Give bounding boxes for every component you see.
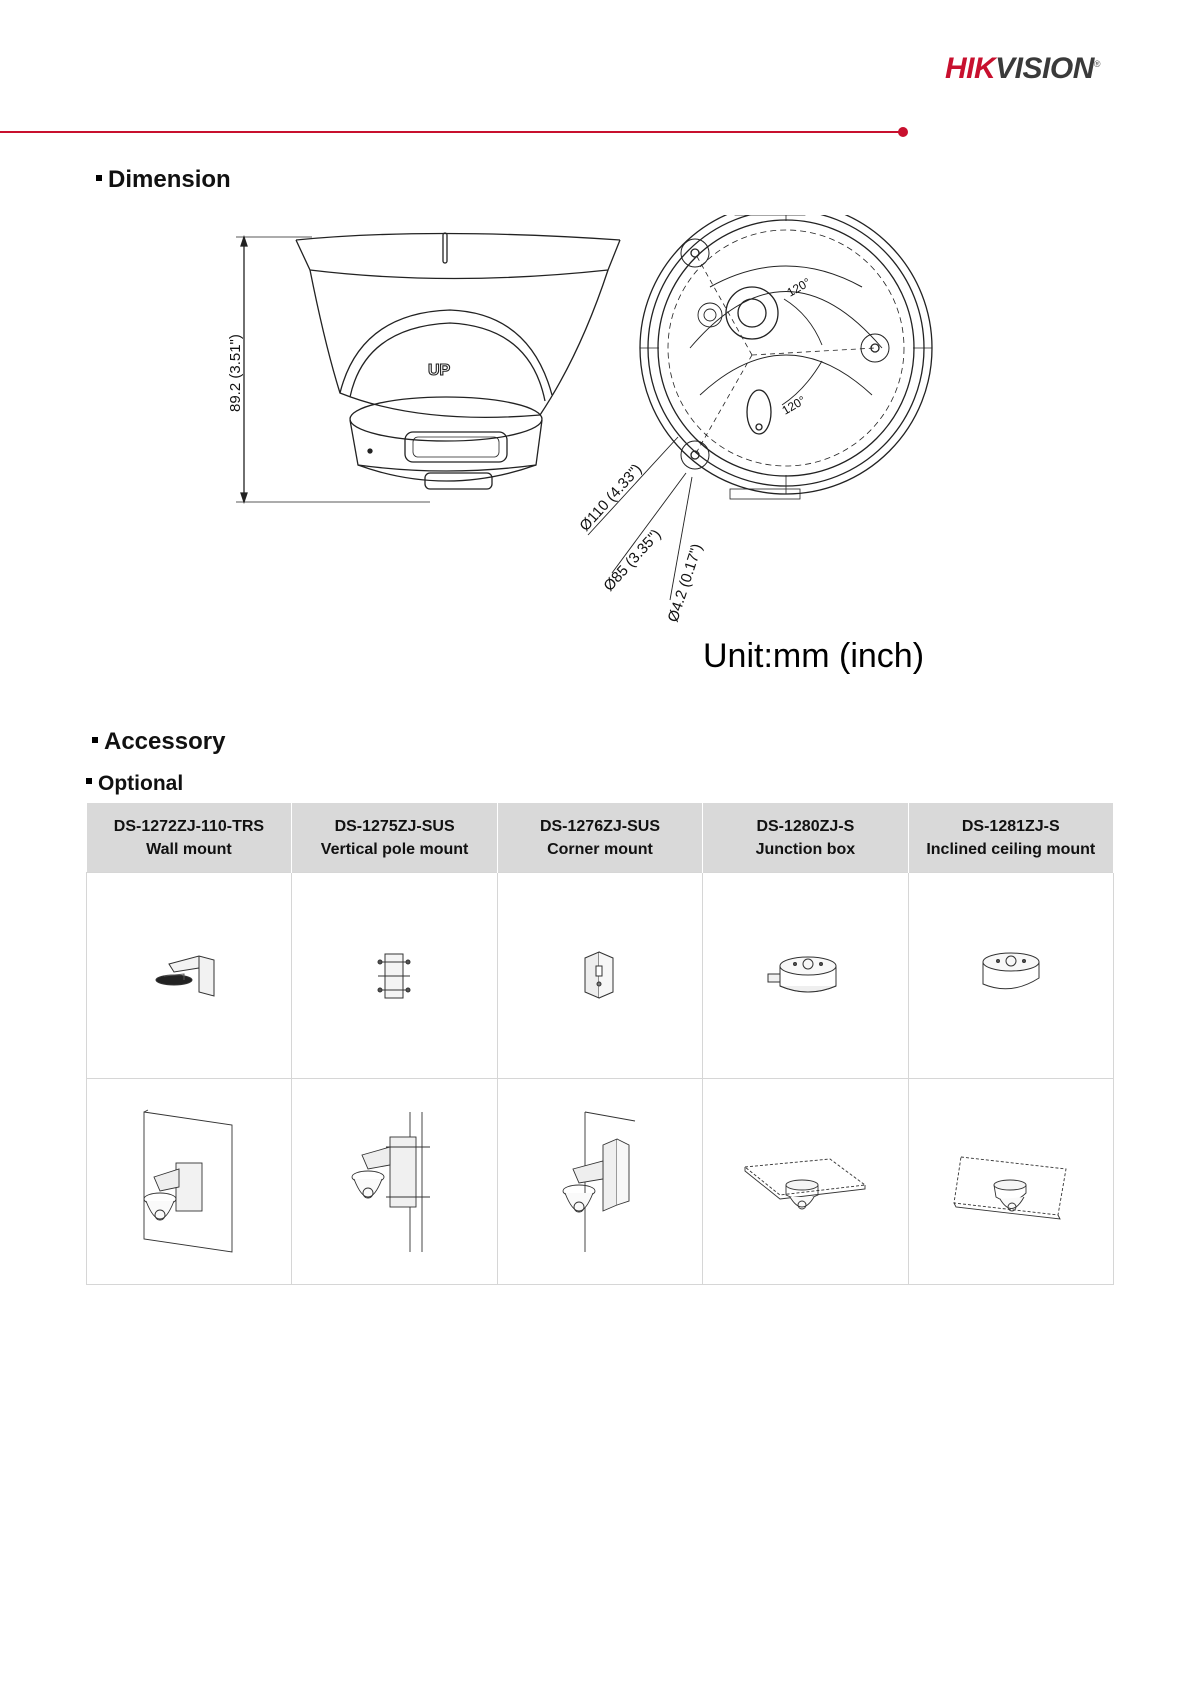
accessory-install-cell <box>292 1079 497 1285</box>
outer-circle <box>640 215 932 494</box>
dimension-drawing <box>200 215 980 685</box>
pole-mount-icon <box>370 946 420 1006</box>
accessory-header-cell <box>497 803 702 873</box>
header-divider <box>0 131 903 133</box>
accessory-image-cell <box>87 873 292 1079</box>
height-label: 89.2 (3.51") <box>227 334 244 412</box>
accessory-name: Vertical pole mount <box>320 840 469 858</box>
accessory-model: DS-1276ZJ-SUS <box>539 817 660 835</box>
accessory-name: Inclined ceiling mount <box>926 840 1096 858</box>
accessory-model: DS-1272ZJ-110-TRS <box>113 817 265 835</box>
junction-box-installation-icon <box>740 1107 870 1257</box>
accessory-heading <box>92 728 225 756</box>
wall-mount-icon <box>144 946 234 1006</box>
corner-mount-installation-icon <box>545 1107 655 1257</box>
accessory-install-cell <box>87 1079 292 1285</box>
accessory-header-cell <box>703 803 908 873</box>
accessory-header-cell <box>87 803 292 873</box>
logo-vision: VISION <box>995 52 1094 85</box>
angle-label-top: 120° <box>784 275 814 300</box>
accessory-installation-row <box>87 1079 1114 1285</box>
wall-mount-installation-icon <box>134 1107 244 1257</box>
accessory-install-cell <box>703 1079 908 1285</box>
logo-registered-mark: ® <box>1093 59 1101 69</box>
accessory-model: DS-1275ZJ-SUS <box>334 817 455 835</box>
accessory-image-cell <box>908 873 1113 1079</box>
accessory-header-row <box>87 803 1114 873</box>
header-divider-dot <box>898 127 908 137</box>
inclined-ceiling-mount-installation-icon <box>946 1107 1076 1257</box>
accessory-image-cell <box>703 873 908 1079</box>
bullet-icon <box>96 175 102 181</box>
hikvision-logo <box>945 52 1100 86</box>
pole-mount-installation-icon <box>340 1107 450 1257</box>
accessory-model: DS-1281ZJ-S <box>961 817 1060 835</box>
accessory-model: DS-1280ZJ-S <box>756 817 855 835</box>
optional-heading <box>86 772 183 796</box>
optional-label: Optional <box>98 772 184 795</box>
up-mark: UP <box>428 362 451 379</box>
bullet-icon <box>86 778 92 784</box>
accessory-table <box>86 803 1114 1285</box>
accessory-name: Wall mount <box>146 840 232 858</box>
accessory-title: Accessory <box>104 728 226 755</box>
accessory-install-cell <box>908 1079 1113 1285</box>
accessory-install-cell <box>497 1079 702 1285</box>
camera-base-top <box>296 234 620 241</box>
camera-lens-window <box>405 432 507 462</box>
inclined-ceiling-mount-icon <box>966 946 1056 1006</box>
logo-hik: HIK <box>945 52 996 85</box>
hole-diameter-label: Ø4.2 (0.17") <box>664 541 706 625</box>
mount-diameter-label: Ø85 (3.35") <box>600 526 665 595</box>
junction-box-icon <box>760 946 850 1006</box>
outer-diameter-label: Ø110 (4.33") <box>576 460 646 535</box>
dimension-title: Dimension <box>108 166 231 193</box>
dimension-heading <box>96 166 231 194</box>
accessory-header-cell <box>908 803 1113 873</box>
accessory-product-row <box>87 873 1114 1079</box>
accessory-name: Corner mount <box>547 840 653 858</box>
bullet-icon <box>92 737 98 743</box>
accessory-image-cell <box>497 873 702 1079</box>
corner-mount-icon <box>575 946 625 1006</box>
accessory-image-cell <box>292 873 497 1079</box>
angle-label-bottom: 120° <box>779 393 809 418</box>
unit-label: Unit:mm (inch) <box>703 637 925 675</box>
accessory-header-cell <box>292 803 497 873</box>
accessory-name: Junction box <box>755 840 856 858</box>
